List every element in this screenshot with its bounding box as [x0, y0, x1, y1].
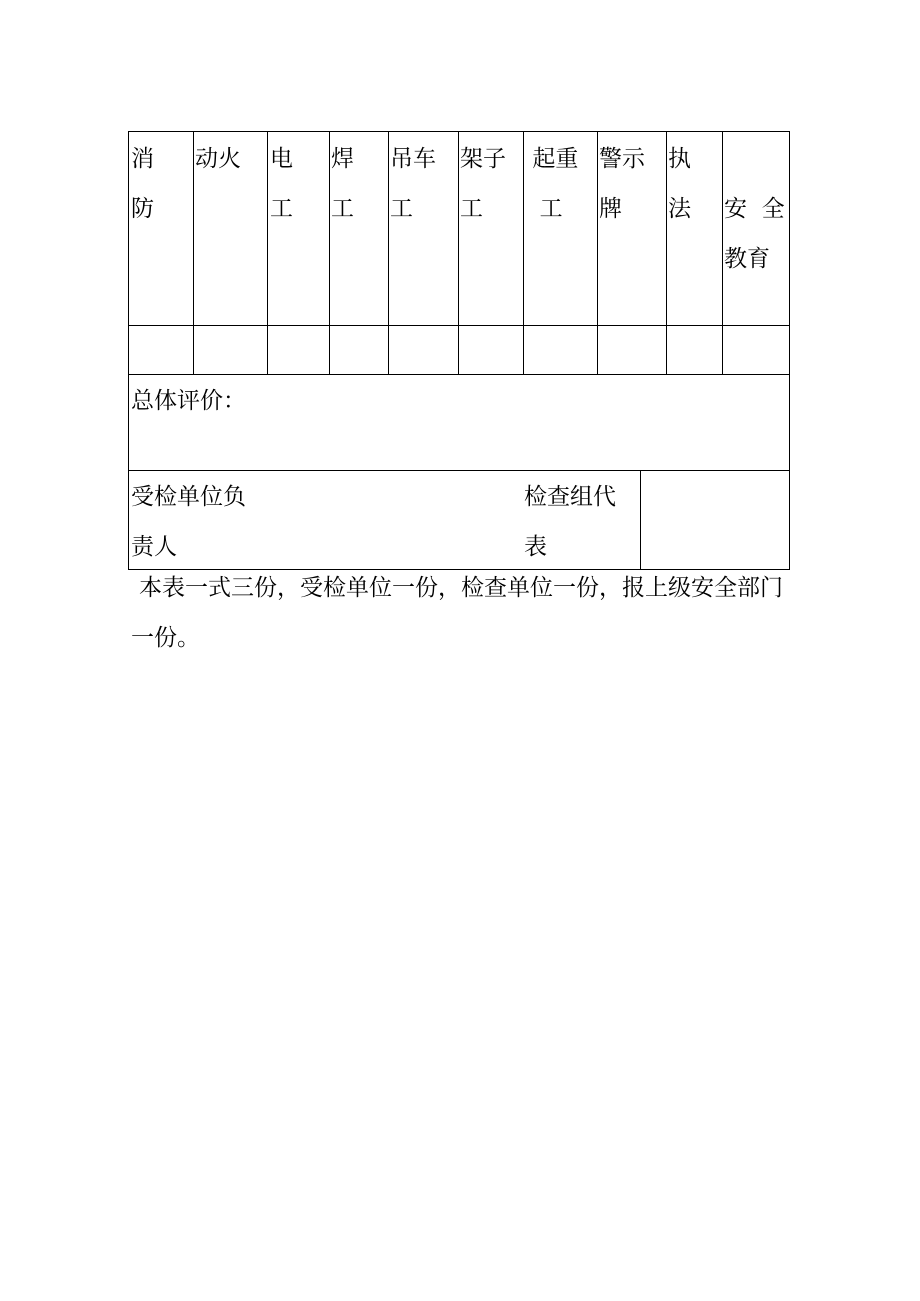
col-divider: [388, 131, 389, 375]
header-scaffolder: 架子 工: [460, 146, 506, 222]
header-fire-protection: 消 防: [131, 146, 154, 222]
inspection-team-representative-label: 检查组代 表: [524, 484, 616, 560]
header-law-enforcement: 执 法: [668, 146, 691, 222]
header-crane-operator: 吊车 工: [390, 146, 436, 222]
col-divider: [458, 131, 459, 375]
row-divider-empty: [128, 374, 790, 375]
distribution-note: 本表一式三份，受检单位一份，检查单位一份，报上级安全部门一份。: [131, 575, 783, 651]
col-divider: [597, 131, 598, 375]
inspected-unit-responsible-label: 受检单位负 责人: [131, 484, 246, 560]
header-welder: 焊 工: [331, 146, 354, 222]
col-divider: [329, 131, 330, 375]
header-safety-education: 安 全 教育: [724, 196, 785, 272]
signature-divider: [640, 470, 641, 570]
header-hot-work: 动火: [195, 146, 241, 172]
header-electrician: 电 工: [270, 146, 293, 222]
col-divider: [722, 131, 723, 375]
col-divider: [666, 131, 667, 375]
header-hoisting: 起重 工: [532, 146, 579, 222]
header-warning-sign: 警示 牌: [599, 146, 645, 222]
row-divider-header: [128, 325, 790, 326]
col-divider: [523, 131, 524, 375]
overall-assessment-label: 总体评价：: [131, 388, 246, 414]
col-divider: [267, 131, 268, 375]
col-divider: [193, 131, 194, 375]
row-divider-overall: [128, 470, 790, 471]
